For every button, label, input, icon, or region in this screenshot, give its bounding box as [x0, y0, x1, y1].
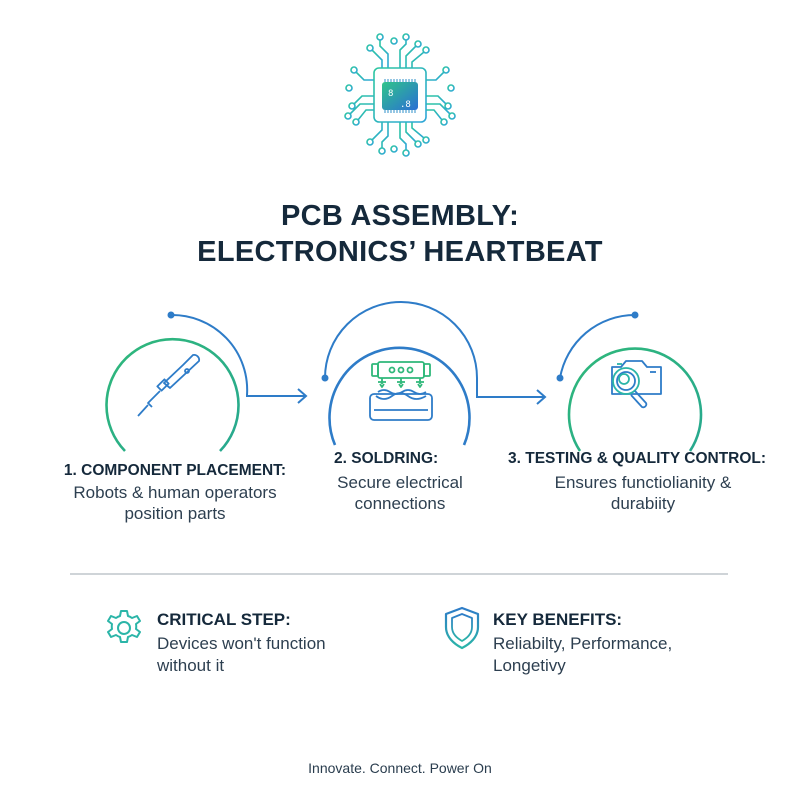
step-1 [50, 462, 300, 524]
step-2-description [310, 472, 490, 514]
step-2-ring [322, 302, 546, 445]
title-line-2: ELECTRONICS’ HEARTBEAT [197, 236, 603, 268]
key-benefits-desc-line-1: Reliabilty, Performance, [493, 634, 673, 653]
step-3-desc-line-1: Ensures functiolianity & [554, 473, 732, 492]
key-benefits-desc-line-2: Longetivy [493, 656, 566, 675]
step-2-desc-line-2: connections [354, 494, 446, 513]
page-title [0, 198, 800, 270]
footer-tagline: Innovate. Connect. Power On [308, 760, 492, 776]
step-2-desc-line-1: Secure electrical [337, 473, 463, 492]
step-1-desc-line-1: Robots & human operators [73, 483, 277, 502]
chip-label-top: 8 [388, 89, 394, 99]
step-3-title: 3. TESTING & QUALITY CONTROL: [508, 450, 767, 467]
critical-step-description [157, 633, 397, 677]
chip-label-bottom: .8 [400, 100, 411, 110]
step-2 [310, 450, 490, 514]
title-line-1: PCB ASSEMBLY: [280, 200, 520, 232]
wave-soldering-icon [370, 362, 432, 420]
step-3 [508, 450, 778, 514]
critical-step-desc-line-1: Devices won't function [157, 634, 326, 653]
step-1-title: 1. COMPONENT PLACEMENT: [63, 462, 287, 479]
step-1-desc-line-2: position parts [124, 504, 226, 523]
step-3-description [508, 472, 778, 514]
key-benefits-card [493, 610, 753, 677]
step-1-ring [107, 312, 307, 452]
step-1-description [50, 482, 300, 524]
microchip-logo [338, 10, 462, 160]
microchip-icon [338, 10, 462, 160]
critical-step-title: CRITICAL STEP: [157, 610, 291, 629]
camera-magnifier-icon [612, 361, 661, 407]
key-benefits-title: KEY BENEFITS: [493, 610, 623, 629]
shield-icon [442, 605, 482, 656]
critical-step-desc-line-2: without it [157, 656, 225, 675]
step-2-title: 2. SOLDRING: [334, 450, 439, 467]
key-benefits-description [493, 633, 753, 677]
step-3-desc-line-2: durabiity [610, 494, 676, 513]
process-flow-diagram [0, 280, 800, 460]
gear-icon [102, 606, 146, 655]
critical-step-card [157, 610, 397, 677]
soldering-iron-icon [138, 355, 199, 416]
section-divider [70, 573, 728, 575]
